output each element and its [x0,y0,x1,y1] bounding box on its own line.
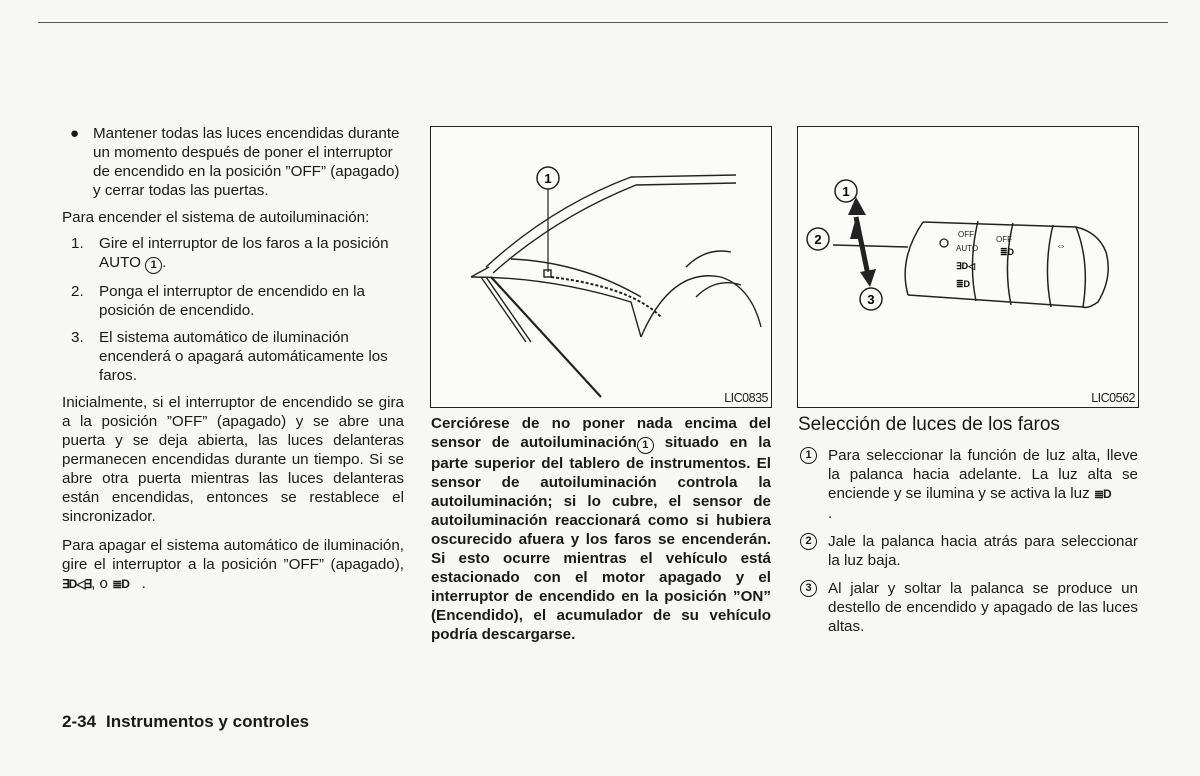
headlight-lever-illustration [798,127,1138,407]
step-number: 1. [71,235,84,252]
step-2 [62,282,404,320]
parking-lights-icon: ∃D◁∃ [62,577,92,591]
warning-pre: Cerciórese de no poner nada encima del sensor de autoiluminación [431,415,771,451]
warning-post: situado en la parte superior del tablero de instrumentos. El sensor de autoiluminación controla la autoiluminación; si lo cubre, el sensor de autoiluminación reaccionará como si hubiera oscurecido afuera y los faros se encenderán. Si esto ocurre mientras el vehículo está estacionado con el motor apagado y el interruptor de encendido en la posición ”ON” (Encendido), el acumulador de su vehículo podría descargarse. [431,434,771,643]
callout-number: 1 [544,171,552,186]
figure-code: LIC0562 [1091,391,1135,405]
fog-light-icon: ≣D [1000,247,1015,257]
bullet-dot-icon: ● [70,125,80,142]
page-footer [62,712,309,732]
circled-number-icon: 1 [800,447,817,464]
step-3 [62,328,404,385]
bullet-item [62,124,404,200]
top-rule [38,22,1168,23]
flash-icon: ⇔ [1056,241,1066,252]
circled-number-icon: 3 [800,580,817,597]
figure-lever [797,126,1139,408]
circled-number-icon: 1 [637,437,654,454]
warning-text [431,414,771,644]
paragraph-turn-off [62,536,404,594]
circled-number-icon: 1 [145,257,162,274]
left-column [62,124,404,601]
item-text: Para seleccionar la función de luz alta, lleve la palanca hacia adelante. La luz alta se enciende y se ilumina y se activa la luz [828,447,1138,502]
headlight-icon: ≣D [112,577,129,591]
step-number: 2. [71,283,84,300]
figure-code: LIC0835 [724,391,768,405]
callout-number-2: 2 [814,232,822,247]
circled-number-icon: 2 [800,533,817,550]
lever-item-1 [798,446,1138,523]
high-beam-icon: ≣D [1093,487,1111,501]
step-number: 3. [71,329,84,346]
windshield-illustration [431,127,771,407]
step-tail: . [162,254,167,271]
item-text: Jale la palanca hacia atrás para seleccionar la luz baja. [828,533,1138,569]
headlight-icon: ≣D [956,279,971,289]
section-title: Selección de luces de los faros [798,414,1060,435]
lever-item-3 [798,579,1138,636]
off-label: OFF [958,230,974,239]
figure-sensor [430,126,772,408]
end-period: . [141,575,146,592]
paragraph-timer: Inicialmente, si el interruptor de encendido se gira a la posición ”OFF” (apagado) y se abre una puerta y se deja abierta, las luces delanteras permanecen encendidas durante un tiempo. Si se abre otra puerta mientras las luces delanteras están encendidas, entonces se restablece el sincronizador. [62,394,404,525]
step-1 [62,234,404,274]
step-text: Gire el interruptor de los faros a la posición AUTO [99,235,389,271]
right-column [798,414,1138,645]
separator-text: , o [91,575,108,592]
step-text: El sistema automático de iluminación encenderá o apagará automáticamente los faros. [99,329,388,384]
item-text: Al jalar y soltar la palanca se produce un destello de encendido y apagado de las luces altas. [828,580,1138,635]
auto-label: AUTO [956,244,979,253]
step-text: Ponga el interruptor de encendido en la posición de encendido. [99,283,365,319]
item-tail: . [828,505,833,522]
middle-column [431,414,771,644]
callout-number-3: 3 [867,292,875,307]
intro-text: Para encender el sistema de autoiluminación: [62,209,370,226]
off-label-2: OFF [996,235,1012,244]
parking-lights-icon: ∃D◁ [956,261,976,271]
bullet-text: Mantener todas las luces encendidas durante un momento después de poner el interruptor de encendido en la posición ”OFF” (apagado) y cerrar todas las puertas. [93,125,400,199]
page-number: 2-34 [62,712,97,731]
section-name: Instrumentos y controles [106,712,310,731]
turn-off-text: Para apagar el sistema automático de iluminación, gire el interruptor a la posición ”OFF” (apagado), [62,537,404,573]
callout-number-1: 1 [842,184,850,199]
lever-item-2 [798,532,1138,570]
